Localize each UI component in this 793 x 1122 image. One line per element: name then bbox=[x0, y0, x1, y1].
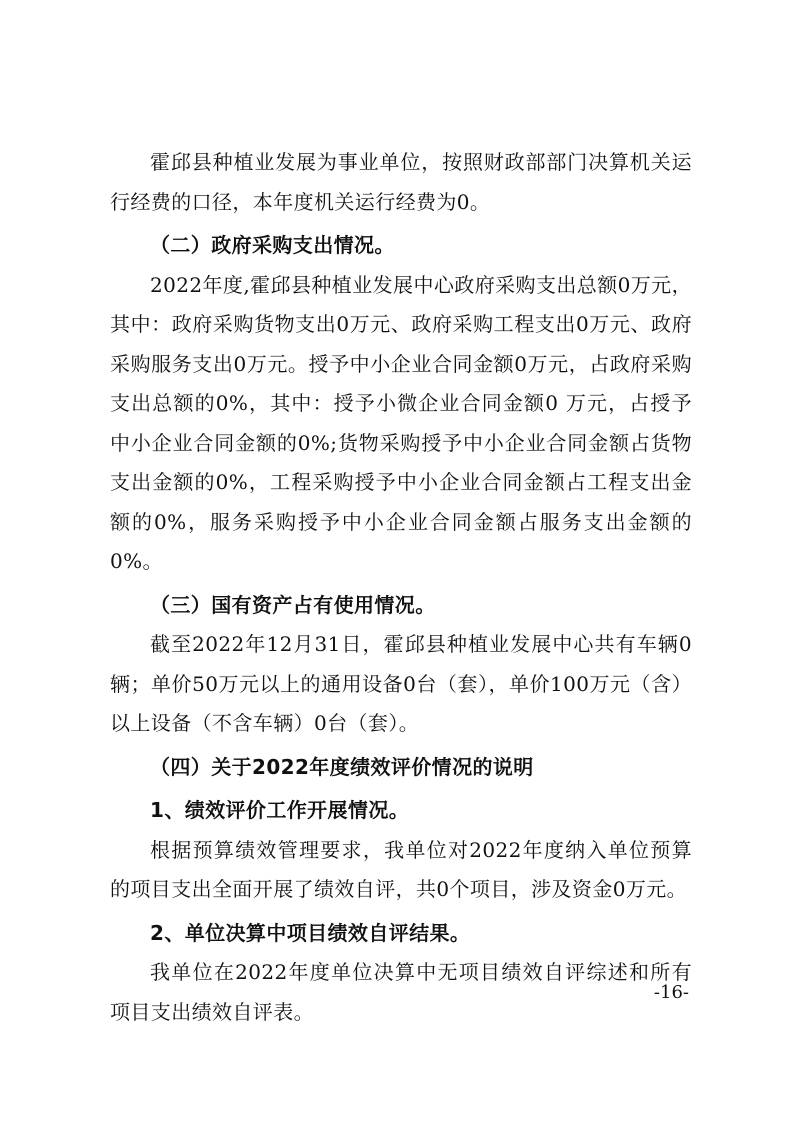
paragraph-evaluation-work: 根据预算绩效管理要求，我单位对2022年度纳入单位预算的项目支出全面开展了绩效自评，共0个项目，涉及资金0万元。 bbox=[110, 837, 692, 901]
page-number: -16- bbox=[653, 982, 689, 1003]
document-body bbox=[110, 143, 692, 1032]
heading-evaluation-work: 1、绩效评价工作开展情况。 bbox=[150, 798, 410, 822]
paragraph-operating-expenses: 霍邱县种植业发展为事业单位，按照财政部部门决算机关运行经费的口径，本年度机关运行经费为0。 bbox=[110, 150, 692, 214]
heading-self-evaluation-results: 2、单位决算中项目绩效自评结果。 bbox=[150, 920, 471, 945]
heading-state-assets: （三）国有资产占有使用情况。 bbox=[150, 592, 436, 617]
paragraph-self-evaluation-results: 我单位在2022年度单位决算中无项目绩效自评综述和所有项目支出绩效自评表。 bbox=[110, 960, 692, 1024]
heading-government-procurement: （二）政府采购支出情况。 bbox=[150, 233, 395, 257]
paragraph-state-assets: 截至2022年12月31日，霍邱县种植业发展中心共有车辆0辆；单价50万元以上的通用设备0台（套），单价100万元（含）以上设备（不含车辆）0台（套）。 bbox=[110, 632, 692, 735]
heading-performance-evaluation: （四）关于2022年度绩效评价情况的说明 bbox=[150, 754, 534, 779]
paragraph-government-procurement: 2022年度,霍邱县种植业发展中心政府采购支出总额0万元，其中：政府采购货物支出0万元、政府采购工程支出0万元、政府采购服务支出0万元。授予中小企业合同金额0万元，占政府采购支出总额的0%，其中：授予小微企业合同金额0 万元，占授予中小企业合同金额的0%;货物采购授予中小企业合同金额占货物支出金额的0%，工程采购授予中小企业合同金额占工程支出金额的0%，服务采购授予中小企业合同金额占服务支出金额的0%。 bbox=[110, 272, 692, 573]
